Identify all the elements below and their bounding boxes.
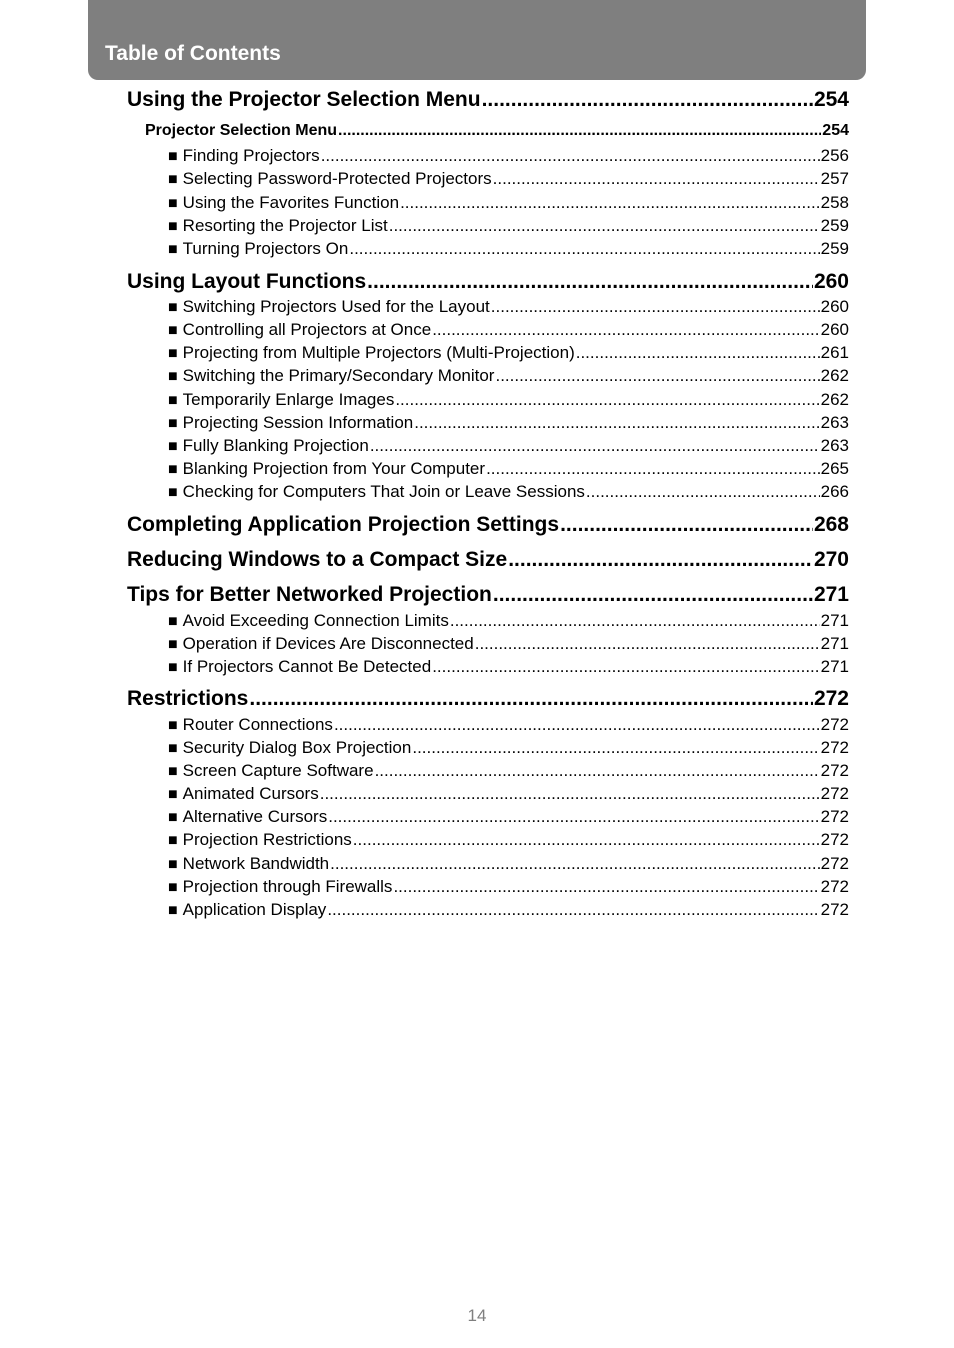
dot-leader (370, 436, 820, 456)
toc-entry-label: Avoid Exceeding Connection Limits (182, 611, 449, 630)
toc-entry-label: Network Bandwidth (182, 854, 330, 873)
toc-entry-label: Projecting from Multiple Projectors (Multi-Projection) (182, 343, 575, 362)
toc-entry-page: 262 (820, 390, 849, 409)
dot-leader (495, 366, 819, 386)
square-bullet-icon: ■ (168, 299, 178, 316)
dot-leader (321, 146, 820, 166)
toc-item[interactable] (168, 657, 849, 677)
square-bullet-icon: ■ (168, 461, 178, 478)
dot-leader (432, 657, 819, 677)
square-bullet-icon: ■ (168, 322, 178, 339)
toc-entry-label: Router Connections (182, 715, 333, 734)
dot-leader (493, 583, 813, 607)
toc-entry-label: Selecting Password-Protected Projectors (182, 169, 492, 188)
square-bullet-icon: ■ (168, 195, 178, 212)
toc-entry-page: 272 (820, 807, 849, 826)
toc-item[interactable] (168, 413, 849, 433)
dot-leader (414, 413, 819, 433)
toc-entry-page: 258 (820, 193, 849, 212)
dot-leader (586, 482, 820, 502)
toc-entry-label: Temporarily Enlarge Images (182, 390, 395, 409)
toc-entry-page: 254 (813, 88, 849, 111)
toc-chapter[interactable] (127, 548, 849, 572)
toc-entry-label: Blanking Projection from Your Computer (182, 459, 486, 478)
dot-leader (334, 715, 820, 735)
toc-item[interactable] (168, 193, 849, 213)
square-bullet-icon: ■ (168, 148, 178, 165)
toc-entry-page: 271 (813, 583, 849, 606)
toc-item[interactable] (168, 482, 849, 502)
dot-leader (432, 320, 819, 340)
square-bullet-icon: ■ (168, 636, 178, 653)
toc-entry-page: 260 (813, 270, 849, 293)
toc-entry-page: 259 (820, 216, 849, 235)
toc-chapter[interactable] (127, 88, 849, 112)
toc-item[interactable] (168, 611, 849, 631)
toc-entry-label: Tips for Better Networked Projection (127, 583, 492, 606)
toc-item[interactable] (168, 900, 849, 920)
square-bullet-icon: ■ (168, 809, 178, 826)
dot-leader (486, 459, 820, 479)
toc-entry-label: Controlling all Projectors at Once (182, 320, 432, 339)
toc-entry-page: 271 (820, 657, 849, 676)
toc-item[interactable] (168, 854, 849, 874)
toc-item[interactable] (168, 297, 849, 317)
toc-entry-label: Switching the Primary/Secondary Monitor (182, 366, 495, 385)
dot-leader (338, 122, 821, 140)
dot-leader (491, 297, 820, 317)
square-bullet-icon: ■ (168, 368, 178, 385)
toc-entry-page: 268 (813, 513, 849, 536)
toc-item[interactable] (168, 146, 849, 166)
toc-entry-page: 262 (820, 366, 849, 385)
toc-entry-label: Using the Favorites Function (182, 193, 400, 212)
toc-chapter[interactable] (127, 513, 849, 537)
toc-entry-label: Projection through Firewalls (182, 877, 393, 896)
toc-entry-label: Completing Application Projection Settings (127, 513, 560, 536)
toc-item[interactable] (168, 807, 849, 827)
toc-entry-label: Screen Capture Software (182, 761, 374, 780)
toc-item[interactable] (168, 239, 849, 259)
toc-entry-label: Fully Blanking Projection (182, 436, 369, 455)
dot-leader (400, 193, 820, 213)
toc-item[interactable] (168, 436, 849, 456)
toc-entry-page: 260 (820, 320, 849, 339)
toc-entry-label: Finding Projectors (182, 146, 320, 165)
dot-leader (367, 270, 813, 294)
toc-entry-page: 272 (820, 900, 849, 919)
toc-entry-page: 263 (820, 413, 849, 432)
toc-chapter[interactable] (127, 583, 849, 607)
toc-item[interactable] (168, 366, 849, 386)
header-title: Table of Contents (105, 42, 281, 65)
toc-entry-label: Switching Projectors Used for the Layout (182, 297, 490, 316)
square-bullet-icon: ■ (168, 218, 178, 235)
dot-leader (389, 216, 820, 236)
toc-item[interactable] (168, 738, 849, 758)
square-bullet-icon: ■ (168, 740, 178, 757)
toc-entry-page: 272 (820, 830, 849, 849)
toc-entry-page: 272 (820, 738, 849, 757)
toc-item[interactable] (168, 784, 849, 804)
toc-item[interactable] (168, 390, 849, 410)
toc-entry-page: 272 (820, 854, 849, 873)
toc-entry-page: 263 (820, 436, 849, 455)
dot-leader (393, 877, 819, 897)
toc-entry-label: Security Dialog Box Projection (182, 738, 412, 757)
square-bullet-icon: ■ (168, 345, 178, 362)
dot-leader (349, 239, 819, 259)
toc-entry-label: Operation if Devices Are Disconnected (182, 634, 474, 653)
toc-item[interactable] (168, 830, 849, 850)
dot-leader (450, 611, 820, 631)
toc-item[interactable] (168, 715, 849, 735)
square-bullet-icon: ■ (168, 659, 178, 676)
square-bullet-icon: ■ (168, 763, 178, 780)
toc-entry-label: Using the Projector Selection Menu (127, 88, 481, 111)
toc-item[interactable] (168, 877, 849, 897)
square-bullet-icon: ■ (168, 392, 178, 409)
toc-entry-page: 266 (820, 482, 849, 501)
toc-entry-page: 271 (820, 611, 849, 630)
dot-leader (328, 807, 819, 827)
toc-entry-page: 265 (820, 459, 849, 478)
toc-entry-label: Reducing Windows to a Compact Size (127, 548, 508, 571)
toc-entry-page: 270 (813, 548, 849, 571)
header-bar (88, 0, 866, 80)
toc-entry-page: 272 (813, 687, 849, 710)
toc-entry-page: 259 (820, 239, 849, 258)
dot-leader (482, 88, 813, 112)
toc-entry-label: Restrictions (127, 687, 249, 710)
toc-entry-label: Projection Restrictions (182, 830, 352, 849)
toc-entry-label: Animated Cursors (182, 784, 319, 803)
toc-item[interactable] (168, 459, 849, 479)
toc-section[interactable] (145, 122, 849, 140)
toc-entry-label: Turning Projectors On (182, 239, 349, 258)
toc-item[interactable] (168, 343, 849, 363)
dot-leader (560, 513, 813, 537)
toc-entry-label: Alternative Cursors (182, 807, 328, 826)
dot-leader (576, 343, 820, 363)
toc-chapter[interactable] (127, 270, 849, 294)
toc-entry-page: 260 (820, 297, 849, 316)
toc-entry-page: 261 (820, 343, 849, 362)
toc-entry-label: If Projectors Cannot Be Detected (182, 657, 432, 676)
toc-entry-page: 257 (820, 169, 849, 188)
toc-entry-page: 254 (822, 122, 849, 139)
toc-entry-label: Resorting the Projector List (182, 216, 388, 235)
dot-leader (327, 900, 819, 920)
toc-entry-page: 272 (820, 877, 849, 896)
toc-entry-page: 271 (820, 634, 849, 653)
square-bullet-icon: ■ (168, 484, 178, 501)
toc-entry-page: 272 (820, 784, 849, 803)
dot-leader (330, 854, 819, 874)
toc-entry-label: Projector Selection Menu (145, 122, 338, 139)
square-bullet-icon: ■ (168, 856, 178, 873)
square-bullet-icon: ■ (168, 171, 178, 188)
toc-item[interactable] (168, 320, 849, 340)
square-bullet-icon: ■ (168, 786, 178, 803)
toc-entry-page: 272 (820, 715, 849, 734)
square-bullet-icon: ■ (168, 613, 178, 630)
page-number: 14 (467, 1306, 487, 1325)
square-bullet-icon: ■ (168, 717, 178, 734)
toc-entry-page: 272 (820, 761, 849, 780)
dot-leader (353, 830, 820, 850)
toc-entry-label: Using Layout Functions (127, 270, 367, 293)
square-bullet-icon: ■ (168, 832, 178, 849)
toc-entry-page: 256 (820, 146, 849, 165)
toc-entry-label: Application Display (182, 900, 327, 919)
toc-item[interactable] (168, 216, 849, 236)
dot-leader (508, 548, 813, 572)
toc-entry-label: Projecting Session Information (182, 413, 414, 432)
toc-item[interactable] (168, 761, 849, 781)
toc-item[interactable] (168, 169, 849, 189)
square-bullet-icon: ■ (168, 415, 178, 432)
toc-entry-label: Checking for Computers That Join or Leave Sessions (182, 482, 585, 501)
dot-leader (395, 390, 819, 410)
dot-leader (475, 634, 820, 654)
dot-leader (493, 169, 820, 189)
toc-chapter[interactable] (127, 687, 849, 711)
dot-leader (412, 738, 819, 758)
dot-leader (320, 784, 820, 804)
dot-leader (249, 687, 813, 711)
dot-leader (375, 761, 820, 781)
square-bullet-icon: ■ (168, 241, 178, 258)
toc-item[interactable] (168, 634, 849, 654)
square-bullet-icon: ■ (168, 438, 178, 455)
square-bullet-icon: ■ (168, 879, 178, 896)
square-bullet-icon: ■ (168, 902, 178, 919)
